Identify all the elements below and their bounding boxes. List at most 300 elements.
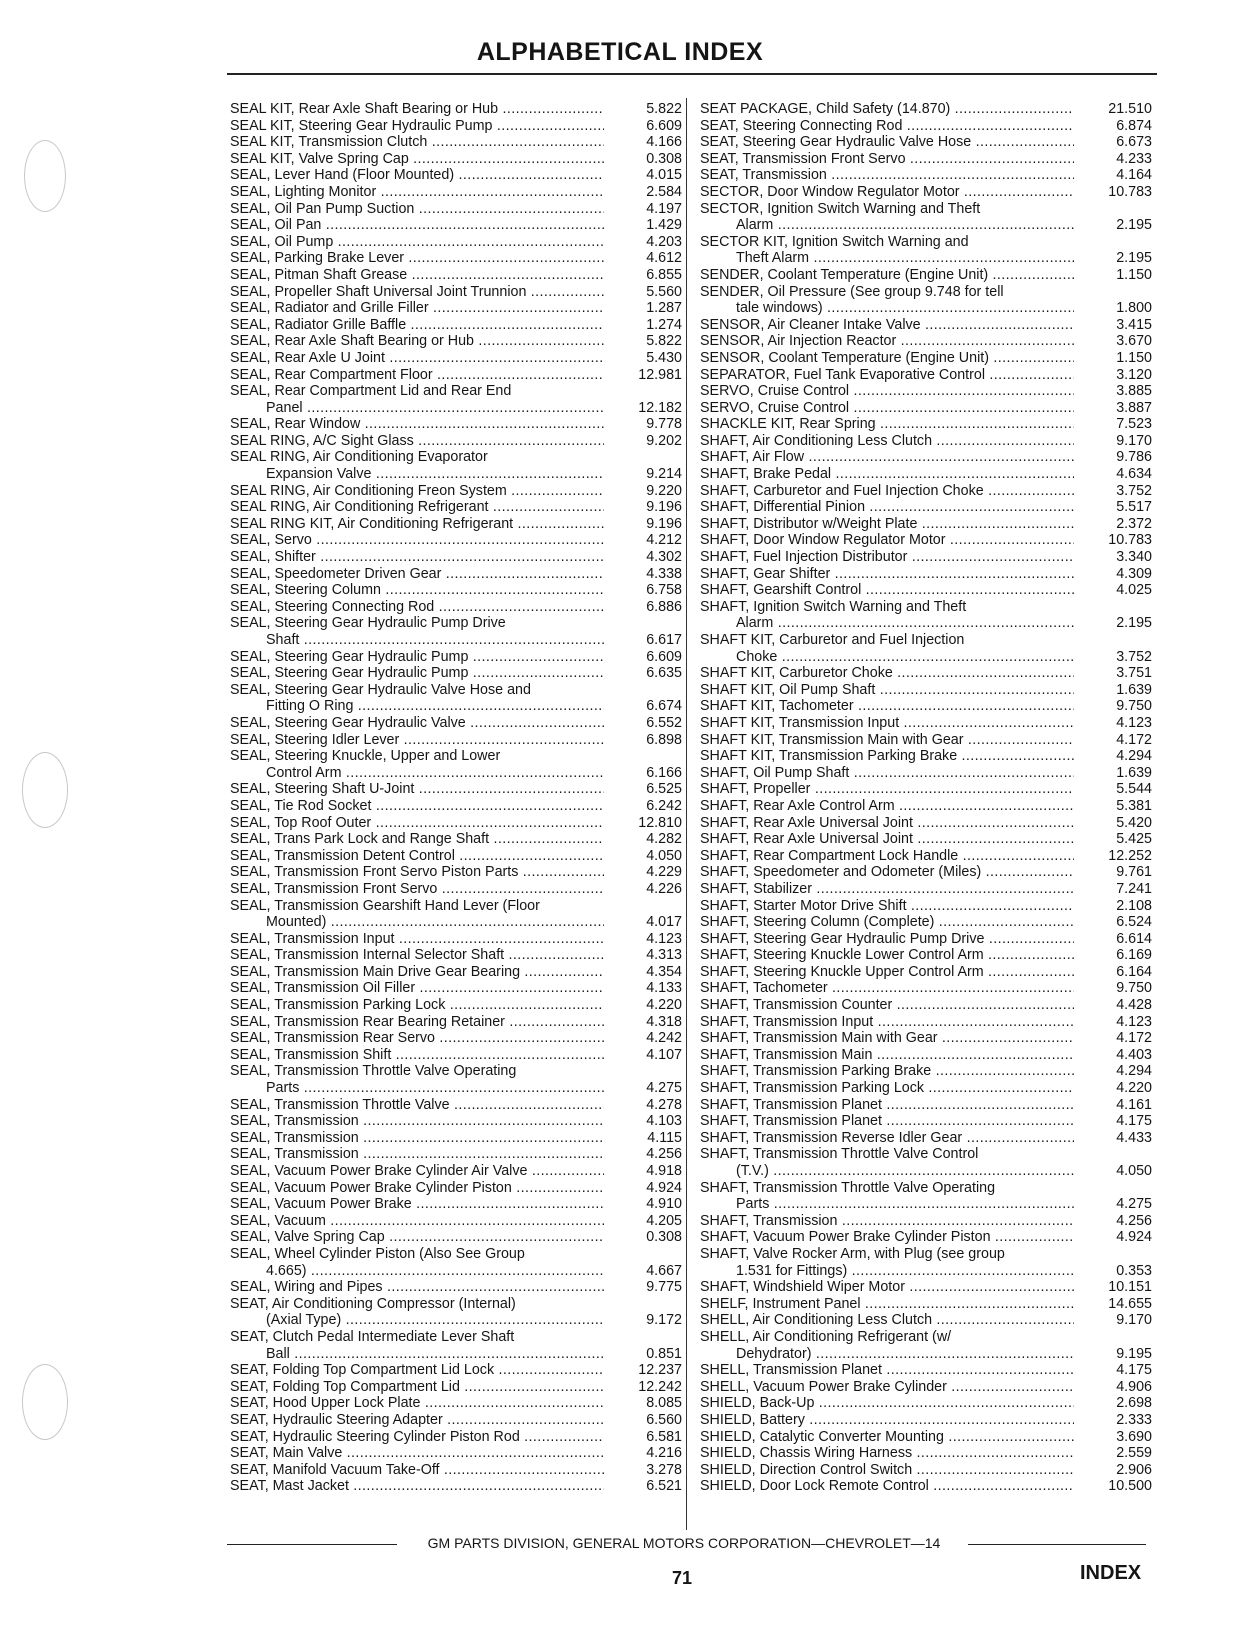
index-entry-label: SEAL, Rear Compartment Floor ..... bbox=[230, 367, 604, 384]
index-entry-page: 4.313 bbox=[646, 947, 682, 964]
index-entry bbox=[230, 765, 682, 782]
index-entry-label: SEAL, Steering Connecting Rod ..... bbox=[230, 599, 604, 616]
index-entry-label: SEAL, Transmission Shift ..... bbox=[230, 1047, 604, 1064]
index-entry bbox=[700, 765, 1152, 782]
index-entry bbox=[230, 499, 682, 516]
index-entry-label: SHELL, Air Conditioning Less Clutch ..... bbox=[700, 1312, 1074, 1329]
index-entry-page: 1.429 bbox=[646, 217, 682, 234]
index-entry bbox=[230, 649, 682, 666]
index-entry-page: 4.918 bbox=[646, 1163, 682, 1179]
index-entry bbox=[230, 466, 682, 483]
index-entry bbox=[700, 698, 1152, 715]
index-entry bbox=[230, 1312, 682, 1329]
index-entry-label: SEAL, Steering Gear Hydraulic Pump ..... bbox=[230, 665, 604, 682]
index-entry bbox=[700, 1097, 1152, 1114]
index-entry-label: SHAFT, Speedometer and Odometer (Miles) ..... bbox=[700, 864, 1074, 881]
index-entry-label: SHAFT, Windshield Wiper Motor ..... bbox=[700, 1279, 1074, 1296]
index-entry-page: 4.050 bbox=[646, 847, 682, 864]
index-entry bbox=[230, 931, 682, 948]
index-entry bbox=[230, 134, 682, 151]
index-entry-label: Parts ..... bbox=[230, 1080, 604, 1097]
index-entry-label: SHAFT, Gear Shifter ..... bbox=[700, 566, 1074, 583]
index-entry-page: 3.885 bbox=[1116, 383, 1152, 400]
index-entry-page: 4.924 bbox=[1116, 1229, 1152, 1246]
index-entry-page: 6.855 bbox=[646, 266, 682, 283]
index-entry-heading: SEAT, Clutch Pedal Intermediate Lever Shaft bbox=[230, 1328, 515, 1345]
index-entry bbox=[230, 566, 682, 583]
index-entry-label: SEAL, Trans Park Lock and Range Shaft ..... bbox=[230, 831, 604, 848]
column-divider bbox=[686, 98, 687, 1530]
index-entry-label: SHAFT, Fuel Injection Distributor ..... bbox=[700, 549, 1074, 566]
index-entry-page: 0.308 bbox=[646, 1229, 682, 1246]
index-entry bbox=[230, 101, 682, 118]
index-entry-page: 4.107 bbox=[646, 1046, 682, 1063]
index-entry-page: 2.108 bbox=[1116, 897, 1152, 914]
index-entry bbox=[700, 1130, 1152, 1147]
index-entry-label: SEAT, Transmission ..... bbox=[700, 167, 1074, 184]
index-entry bbox=[700, 101, 1152, 118]
index-entry-label: SHAFT, Transmission Parking Lock ..... bbox=[700, 1080, 1074, 1097]
index-entry-page: 4.294 bbox=[1116, 1063, 1152, 1080]
index-entry-page: 12.182 bbox=[638, 399, 682, 416]
index-entry-label: SHAFT, Tachometer ..... bbox=[700, 980, 1074, 997]
index-entry-label: SEAL, Top Roof Outer ..... bbox=[230, 815, 604, 832]
index-entry-label: SHAFT KIT, Transmission Parking Brake ..... bbox=[700, 748, 1074, 765]
index-entry bbox=[230, 947, 682, 964]
index-entry bbox=[700, 682, 1152, 699]
index-entry bbox=[230, 964, 682, 981]
index-entry-label: SEAL, Transmission Input ..... bbox=[230, 931, 604, 948]
index-entry bbox=[230, 1030, 682, 1047]
index-entry-label: SEAL, Steering Idler Lever ..... bbox=[230, 732, 604, 749]
index-entry-label: SHELL, Vacuum Power Brake Cylinder ..... bbox=[700, 1379, 1074, 1396]
index-entry bbox=[230, 715, 682, 732]
index-entry-page: 9.172 bbox=[646, 1312, 682, 1329]
index-entry-page: 6.552 bbox=[646, 714, 682, 731]
index-entry-page: 0.308 bbox=[646, 150, 682, 167]
index-entry bbox=[230, 367, 682, 384]
index-entry bbox=[230, 516, 682, 533]
index-entry-page: 4.115 bbox=[647, 1129, 682, 1146]
index-entry bbox=[700, 217, 1152, 234]
index-entry bbox=[700, 1080, 1152, 1097]
index-entry bbox=[700, 947, 1152, 964]
index-entry bbox=[230, 1163, 682, 1180]
index-entry bbox=[700, 582, 1152, 599]
index-entry bbox=[700, 914, 1152, 931]
index-entry bbox=[700, 300, 1152, 317]
index-entry bbox=[230, 118, 682, 135]
index-entry-page: 8.085 bbox=[646, 1395, 682, 1412]
index-entry-page: 3.340 bbox=[1116, 549, 1152, 566]
index-entry bbox=[700, 350, 1152, 367]
index-entry bbox=[700, 1030, 1152, 1047]
index-entry-page: 4.275 bbox=[1116, 1196, 1152, 1213]
index-entry bbox=[230, 881, 682, 898]
index-entry-page: 4.612 bbox=[646, 250, 682, 267]
index-entry bbox=[700, 400, 1152, 417]
index-entry-heading: SEAT, Air Conditioning Compressor (Internal) bbox=[230, 1295, 516, 1312]
index-entry-label: SHIELD, Back-Up ..... bbox=[700, 1395, 1074, 1412]
index-entry-page: 7.523 bbox=[1116, 416, 1152, 433]
index-entry bbox=[230, 665, 682, 682]
index-entry bbox=[230, 698, 682, 715]
index-entry-label: SEAL, Speedometer Driven Gear ..... bbox=[230, 566, 604, 583]
index-entry-heading: SHELL, Air Conditioning Refrigerant (w/ bbox=[700, 1328, 952, 1345]
index-entry-heading: SEAL, Transmission Throttle Valve Operating bbox=[230, 1063, 517, 1080]
index-entry-label: SHELF, Instrument Panel ..... bbox=[700, 1296, 1074, 1313]
index-entry-page: 1.800 bbox=[1116, 300, 1152, 317]
index-entry bbox=[700, 1113, 1152, 1130]
index-entry-heading: SHAFT KIT, Carburetor and Fuel Injection bbox=[700, 632, 965, 648]
index-entry-page: 4.205 bbox=[646, 1212, 682, 1229]
index-entry-label: SHIELD, Chassis Wiring Harness ..... bbox=[700, 1445, 1074, 1462]
index-entry-page: 4.203 bbox=[646, 233, 682, 250]
index-entry bbox=[700, 1196, 1152, 1213]
index-entry bbox=[700, 1478, 1152, 1495]
index-entry bbox=[700, 1346, 1152, 1363]
index-entry-label: SEAL KIT, Valve Spring Cap ..... bbox=[230, 151, 604, 168]
index-entry-page: 12.810 bbox=[638, 814, 682, 831]
index-entry-label: SEAT, Transmission Front Servo ..... bbox=[700, 151, 1074, 168]
index-entry bbox=[700, 499, 1152, 516]
index-entry bbox=[700, 665, 1152, 682]
index-entry-page: 4.025 bbox=[1116, 582, 1152, 599]
index-entry-label: Control Arm ..... bbox=[230, 765, 604, 782]
index-entry-page: 5.517 bbox=[1116, 499, 1152, 516]
index-entry-label: SEAL, Transmission Internal Selector Shaft ..... bbox=[230, 947, 604, 964]
index-entry bbox=[700, 1279, 1152, 1296]
index-entry-page: 4.256 bbox=[646, 1146, 682, 1163]
index-entry-label: SHAFT, Steering Knuckle Lower Control Arm ..... bbox=[700, 947, 1074, 964]
index-entry-label: SEAL, Rear Window ..... bbox=[230, 416, 604, 433]
index-entry bbox=[230, 1346, 682, 1363]
index-entry-label: SEAL, Rear Axle Shaft Bearing or Hub ..... bbox=[230, 333, 604, 350]
index-entry-label: SHAFT, Air Flow ..... bbox=[700, 449, 1074, 466]
index-entry bbox=[700, 715, 1152, 732]
index-entry bbox=[230, 732, 682, 749]
index-entry-label: SHAFT, Rear Compartment Lock Handle ..... bbox=[700, 848, 1074, 865]
index-entry-label: SEAT, Folding Top Compartment Lid ..... bbox=[230, 1379, 604, 1396]
index-entry-heading: SHAFT, Transmission Throttle Valve Operating bbox=[700, 1179, 996, 1196]
index-entry-page: 9.170 bbox=[1116, 1312, 1152, 1329]
index-entry-label: SERVO, Cruise Control ..... bbox=[700, 400, 1074, 417]
index-entry-label: SEAL, Oil Pan Pump Suction ..... bbox=[230, 201, 604, 218]
index-entry-label: SEAT, Folding Top Compartment Lid Lock ..... bbox=[230, 1362, 604, 1379]
index-entry-page: 14.655 bbox=[1108, 1295, 1152, 1312]
index-entry bbox=[700, 864, 1152, 881]
binder-hole-mark bbox=[22, 752, 68, 828]
index-entry-page: 6.614 bbox=[1116, 930, 1152, 947]
index-entry bbox=[700, 167, 1152, 184]
index-entry-heading: SHAFT, Ignition Switch Warning and Theft bbox=[700, 598, 967, 615]
index-entry-label: SHIELD, Door Lock Remote Control ..... bbox=[700, 1478, 1074, 1495]
index-entry bbox=[230, 1080, 682, 1097]
index-entry-label: SEAL, Vacuum Power Brake ..... bbox=[230, 1196, 604, 1213]
index-entry-page: 2.195 bbox=[1116, 250, 1152, 267]
index-entry-label: SEAL, Transmission Front Servo ..... bbox=[230, 881, 604, 898]
index-entry bbox=[230, 1180, 682, 1197]
index-entry-page: 1.287 bbox=[646, 300, 682, 317]
index-entry-page: 5.560 bbox=[646, 283, 682, 300]
index-entry bbox=[230, 317, 682, 334]
index-entry-label: SEAL KIT, Rear Axle Shaft Bearing or Hub ..... bbox=[230, 101, 604, 118]
index-entry bbox=[700, 798, 1152, 815]
footer-rule-left bbox=[227, 1544, 397, 1545]
index-entry-label: Mounted) ..... bbox=[230, 914, 604, 931]
index-entry-label: SEAL, Servo ..... bbox=[230, 532, 604, 549]
index-entry bbox=[230, 1263, 682, 1280]
index-entry-page: 6.524 bbox=[1116, 914, 1152, 931]
index-entry-label: SEAL, Transmission ..... bbox=[230, 1146, 604, 1163]
index-entry-page: 3.415 bbox=[1116, 316, 1152, 333]
index-entry-page: 4.282 bbox=[646, 831, 682, 848]
index-entry bbox=[230, 1213, 682, 1230]
index-entry-page: 9.196 bbox=[646, 515, 682, 532]
index-entry-label: SHAFT, Transmission Input ..... bbox=[700, 1014, 1074, 1031]
index-entry bbox=[700, 964, 1152, 981]
index-entry-label: SHAFT, Transmission Counter ..... bbox=[700, 997, 1074, 1014]
index-entry-label: SEAL, Vacuum ..... bbox=[230, 1213, 604, 1230]
index-entry-page: 5.544 bbox=[1116, 781, 1152, 798]
index-entry-label: SHELL, Transmission Planet ..... bbox=[700, 1362, 1074, 1379]
index-entry-page: 2.906 bbox=[1116, 1461, 1152, 1478]
index-entry-heading: SECTOR KIT, Ignition Switch Warning and bbox=[700, 233, 969, 250]
index-entry-page: 5.420 bbox=[1116, 814, 1152, 831]
index-entry-page: 4.634 bbox=[1116, 466, 1152, 483]
index-entry-page: 4.015 bbox=[646, 167, 682, 184]
index-entry-page: 7.241 bbox=[1116, 880, 1152, 897]
index-entry bbox=[230, 1412, 682, 1429]
index-entry bbox=[230, 1429, 682, 1446]
index-entry bbox=[230, 1014, 682, 1031]
index-entry-page: 4.123 bbox=[1116, 714, 1152, 731]
index-entry-label: SEAL, Transmission Throttle Valve ..... bbox=[230, 1097, 604, 1114]
index-entry-label: SEAL, Radiator Grille Baffle ..... bbox=[230, 317, 604, 334]
index-entry-label: SHAFT, Distributor w/Weight Plate ..... bbox=[700, 516, 1074, 533]
index-entry bbox=[700, 1296, 1152, 1313]
index-entry bbox=[230, 267, 682, 284]
index-entry bbox=[230, 1445, 682, 1462]
index-entry bbox=[230, 914, 682, 931]
index-entry-page: 4.309 bbox=[1116, 565, 1152, 582]
index-entry-label: SEAL RING, Air Conditioning Refrigerant ..... bbox=[230, 499, 604, 516]
index-entry-page: 1.639 bbox=[1116, 764, 1152, 781]
index-entry-label: SEAT, Manifold Vacuum Take-Off ..... bbox=[230, 1462, 604, 1479]
index-entry-label: SHAFT, Transmission Planet ..... bbox=[700, 1113, 1074, 1130]
index-entry-page: 4.226 bbox=[646, 880, 682, 897]
index-entry-page: 4.103 bbox=[646, 1113, 682, 1130]
index-entry-page: 6.560 bbox=[646, 1411, 682, 1428]
index-entry bbox=[700, 466, 1152, 483]
index-entry-page: 4.906 bbox=[1116, 1378, 1152, 1395]
index-entry bbox=[230, 201, 682, 218]
index-entry-label: SEAL, Valve Spring Cap ..... bbox=[230, 1229, 604, 1246]
index-entry-page: 9.775 bbox=[646, 1279, 682, 1296]
index-entry bbox=[700, 549, 1152, 566]
index-entry-page: 4.172 bbox=[1116, 731, 1152, 748]
index-entry-page: 3.752 bbox=[1116, 482, 1152, 499]
index-entry-page: 4.229 bbox=[646, 864, 682, 881]
index-entry-label: SEAL, Lighting Monitor ..... bbox=[230, 184, 604, 201]
index-entry-label: SENSOR, Air Injection Reactor ..... bbox=[700, 333, 1074, 350]
index-entry bbox=[700, 516, 1152, 533]
index-entry bbox=[700, 1047, 1152, 1064]
index-entry-page: 4.433 bbox=[1116, 1129, 1152, 1146]
index-entry-page: 9.195 bbox=[1116, 1345, 1152, 1362]
index-entry-page: 4.175 bbox=[1116, 1113, 1152, 1130]
index-entry-label: SEAL, Parking Brake Lever ..... bbox=[230, 250, 604, 267]
index-entry bbox=[230, 250, 682, 267]
index-entry bbox=[230, 1047, 682, 1064]
index-entry bbox=[230, 167, 682, 184]
index-entry-page: 4.318 bbox=[646, 1013, 682, 1030]
index-entry-page: 9.202 bbox=[646, 432, 682, 449]
index-entry-label: SHAFT, Transmission ..... bbox=[700, 1213, 1074, 1230]
index-entry-label: SEAL, Radiator and Grille Filler ..... bbox=[230, 300, 604, 317]
index-entry-page: 9.761 bbox=[1116, 864, 1152, 881]
index-column-right bbox=[700, 101, 1152, 1495]
index-entry-page: 6.581 bbox=[646, 1428, 682, 1445]
index-entry-label: SEAL, Lever Hand (Floor Mounted) ..... bbox=[230, 167, 604, 184]
index-entry bbox=[230, 1478, 682, 1495]
index-entry bbox=[230, 300, 682, 317]
index-entry-label: SHIELD, Catalytic Converter Mounting ..... bbox=[700, 1429, 1074, 1446]
section-label: INDEX bbox=[1080, 1562, 1142, 1584]
index-entry-label: SEAL, Transmission Front Servo Piston Parts ..... bbox=[230, 864, 604, 881]
index-entry-page: 0.851 bbox=[646, 1345, 682, 1362]
index-entry-page: 10.783 bbox=[1108, 183, 1152, 200]
index-entry-label: (T.V.) ..... bbox=[700, 1163, 1074, 1180]
index-entry bbox=[230, 217, 682, 234]
index-entry-label: SHAFT, Transmission Parking Brake ..... bbox=[700, 1063, 1074, 1080]
index-entry-page: 5.430 bbox=[646, 349, 682, 366]
index-entry bbox=[700, 1229, 1152, 1246]
index-entry bbox=[230, 184, 682, 201]
index-entry-page: 6.674 bbox=[646, 698, 682, 715]
index-entry bbox=[230, 333, 682, 350]
index-entry bbox=[230, 1462, 682, 1479]
index-entry-heading: SHAFT, Valve Rocker Arm, with Plug (see group bbox=[700, 1245, 1005, 1262]
index-entry-heading: SEAL, Rear Compartment Lid and Rear End bbox=[230, 383, 512, 400]
index-entry-label: SHIELD, Battery ..... bbox=[700, 1412, 1074, 1429]
index-entry-page: 4.278 bbox=[646, 1096, 682, 1113]
index-entry-label: SEAL KIT, Transmission Clutch ..... bbox=[230, 134, 604, 151]
index-entry-page: 10.151 bbox=[1108, 1279, 1152, 1296]
index-entry bbox=[230, 798, 682, 815]
index-entry-label: SEAL RING, A/C Sight Glass ..... bbox=[230, 433, 604, 450]
index-entry bbox=[700, 732, 1152, 749]
index-entry bbox=[230, 532, 682, 549]
index-entry-label: SHAFT, Transmission Main with Gear ..... bbox=[700, 1030, 1074, 1047]
index-entry-page: 4.302 bbox=[646, 549, 682, 566]
index-entry-label: SEAL KIT, Steering Gear Hydraulic Pump ..... bbox=[230, 118, 604, 135]
index-entry-label: SHAFT, Stabilizer ..... bbox=[700, 881, 1074, 898]
index-entry bbox=[700, 483, 1152, 500]
index-entry-label: SEAL, Wiring and Pipes ..... bbox=[230, 1279, 604, 1296]
index-entry bbox=[230, 864, 682, 881]
index-entry-page: 9.214 bbox=[646, 466, 682, 483]
index-entry-page: 4.166 bbox=[646, 134, 682, 151]
index-entry-page: 5.822 bbox=[646, 333, 682, 350]
index-entry bbox=[700, 1462, 1152, 1479]
index-entry-page: 6.242 bbox=[646, 797, 682, 814]
index-entry-label: SHAFT, Air Conditioning Less Clutch ..... bbox=[700, 433, 1074, 450]
index-entry-page: 4.220 bbox=[646, 997, 682, 1014]
index-entry-page: 1.639 bbox=[1116, 681, 1152, 698]
page-number: 71 bbox=[672, 1568, 693, 1588]
index-entry-page: 9.750 bbox=[1116, 698, 1152, 715]
index-entry-page: 5.381 bbox=[1116, 797, 1152, 814]
index-entry-page: 4.212 bbox=[646, 532, 682, 549]
index-entry-page: 6.609 bbox=[646, 117, 682, 134]
index-entry-page: 10.783 bbox=[1108, 532, 1152, 549]
index-entry-page: 6.874 bbox=[1116, 117, 1152, 134]
index-entry-label: SEAT, Steering Gear Hydraulic Valve Hose ..... bbox=[700, 134, 1074, 151]
index-entry-page: 1.150 bbox=[1116, 266, 1152, 283]
index-entry-label: Dehydrator) ..... bbox=[700, 1346, 1074, 1363]
index-entry-label: SHAFT, Transmission Planet ..... bbox=[700, 1097, 1074, 1114]
index-entry-label: SHAFT, Steering Gear Hydraulic Pump Drive ..... bbox=[700, 931, 1074, 948]
index-entry-page: 6.886 bbox=[646, 598, 682, 615]
index-entry-page: 6.166 bbox=[646, 764, 682, 781]
index-entry-heading: SEAL RING, Air Conditioning Evaporator bbox=[230, 449, 488, 466]
index-entry-label: SHAFT, Gearshift Control ..... bbox=[700, 582, 1074, 599]
index-entry-label: SHAFT KIT, Transmission Main with Gear ..... bbox=[700, 732, 1074, 749]
index-entry bbox=[700, 1412, 1152, 1429]
index-entry-label: SHACKLE KIT, Rear Spring ..... bbox=[700, 416, 1074, 433]
index-entry bbox=[230, 632, 682, 649]
index-entry bbox=[700, 1213, 1152, 1230]
index-entry-page: 9.170 bbox=[1116, 432, 1152, 449]
index-entry-page: 12.981 bbox=[638, 366, 682, 383]
index-entry bbox=[230, 1229, 682, 1246]
index-entry bbox=[700, 151, 1152, 168]
index-entry-label: SEAT, Mast Jacket ..... bbox=[230, 1478, 604, 1495]
index-entry-page: 12.252 bbox=[1108, 847, 1152, 864]
index-entry-label: tale windows) ..... bbox=[700, 300, 1074, 317]
index-entry-label: SEAL, Oil Pan ..... bbox=[230, 217, 604, 234]
index-entry bbox=[700, 1163, 1152, 1180]
index-entry bbox=[700, 831, 1152, 848]
index-entry-heading: SENDER, Oil Pressure (See group 9.748 for tell bbox=[700, 283, 1004, 300]
index-entry-page: 9.750 bbox=[1116, 980, 1152, 997]
binder-hole-mark bbox=[22, 1364, 68, 1440]
index-entry-label: SENSOR, Air Cleaner Intake Valve ..... bbox=[700, 317, 1074, 334]
index-entry-page: 4.256 bbox=[1116, 1212, 1152, 1229]
index-entry-page: 4.197 bbox=[646, 200, 682, 217]
index-entry-label: SHAFT KIT, Tachometer ..... bbox=[700, 698, 1074, 715]
index-entry-page: 4.123 bbox=[1116, 1013, 1152, 1030]
index-entry-label: SHAFT, Rear Axle Control Arm ..... bbox=[700, 798, 1074, 815]
index-entry bbox=[700, 848, 1152, 865]
index-entry-page: 4.354 bbox=[646, 963, 682, 980]
index-entry bbox=[230, 815, 682, 832]
index-entry-heading: SECTOR, Ignition Switch Warning and Theft bbox=[700, 200, 981, 217]
index-entry-page: 4.403 bbox=[1116, 1046, 1152, 1063]
index-entry-label: SHAFT, Carburetor and Fuel Injection Choke ..... bbox=[700, 483, 1074, 500]
index-entry-page: 3.278 bbox=[646, 1461, 682, 1478]
index-entry bbox=[700, 1263, 1152, 1280]
index-entry-page: 6.525 bbox=[646, 781, 682, 798]
index-entry-label: SEPARATOR, Fuel Tank Evaporative Control ..... bbox=[700, 367, 1074, 384]
index-entry-label: SEAT, Hood Upper Lock Plate ..... bbox=[230, 1395, 604, 1412]
index-entry-page: 12.242 bbox=[638, 1378, 682, 1395]
index-entry-label: SEAL, Shifter ..... bbox=[230, 549, 604, 566]
index-entry-label: SEAT, Hydraulic Steering Cylinder Piston Rod ..... bbox=[230, 1429, 604, 1446]
index-entry bbox=[230, 1113, 682, 1130]
index-entry-page: 5.425 bbox=[1116, 831, 1152, 848]
